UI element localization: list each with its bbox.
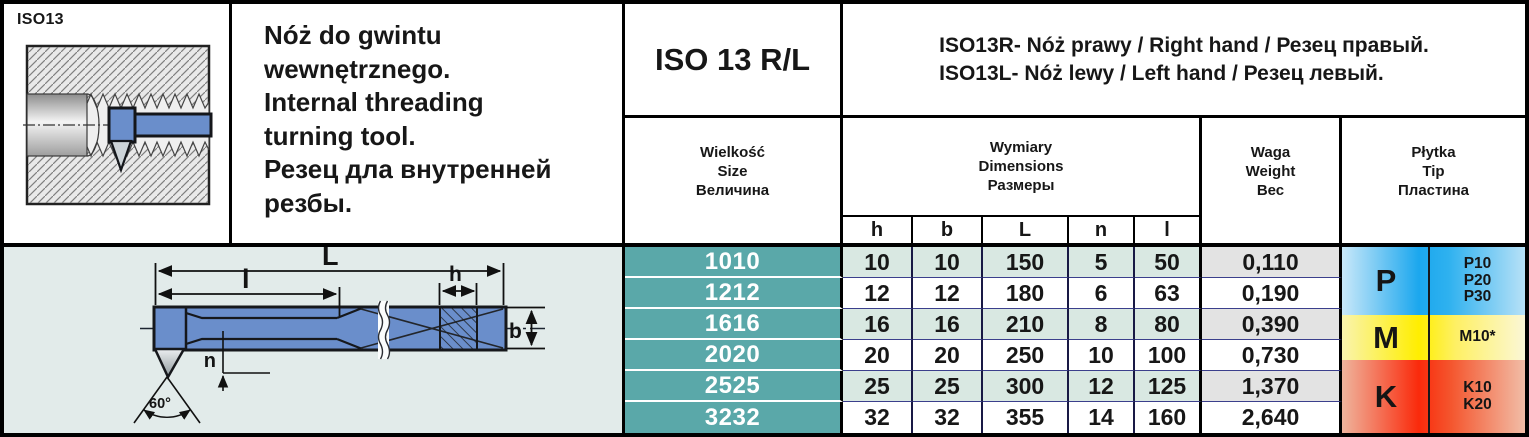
size-cell: 2525 [625,371,843,402]
grade-item: M10* [1459,328,1496,346]
dimensions-header [843,118,1202,217]
grade-list-k [1430,360,1525,433]
table-cell-n: 8 [1069,309,1135,340]
table-cell-h: 12 [843,278,913,309]
table-cell-b: 10 [913,247,983,278]
table-cell-b: 32 [913,402,983,433]
grade-letter-k: K [1374,378,1398,414]
size-header-pl: Wielkość [700,144,765,161]
size-cell: 1212 [625,278,843,309]
col-header-b: b [913,217,983,247]
table-cell-weight: 1,370 [1202,371,1342,402]
iso13-illustration [21,44,213,208]
grade-item: K10 [1463,379,1492,396]
table-cell-b: 25 [913,371,983,402]
size-cell: 3232 [625,402,843,433]
table-cell-h: 20 [843,340,913,371]
table-cell-L: 150 [983,247,1069,278]
table-cell-b: 20 [913,340,983,371]
size-column-header [625,118,843,247]
col-header-n: n [1069,217,1135,247]
table-cell-n: 5 [1069,247,1135,278]
table-cell-L: 355 [983,402,1069,433]
table-cell-n: 10 [1069,340,1135,371]
carbide-grade-panel [1342,247,1525,433]
col-header-h: h [843,217,913,247]
size-cell: 1616 [625,309,843,340]
table-cell-weight: 0,730 [1202,340,1342,371]
table-cell-h: 25 [843,371,913,402]
col-header-L: L [983,217,1069,247]
grade-list-p [1430,247,1525,315]
dims-header-ru: Размеры [987,177,1055,194]
dim-label-n: n [203,350,216,372]
table-cell-h: 10 [843,247,913,278]
table-cell-L: 250 [983,340,1069,371]
table-cell-l: 100 [1135,340,1202,371]
table-cell-l: 80 [1135,309,1202,340]
tip-angle-label: 60° [149,396,171,412]
variants-cell [843,4,1525,118]
tip-header-pl: Płytka [1411,144,1456,161]
col-header-l: l [1135,217,1202,247]
grade-band-m [1342,315,1525,360]
tip-column-header [1342,118,1525,247]
cross-section-hatch [440,309,477,349]
description-line: wewnętrznego. [264,53,451,84]
grade-panel-divider [1428,247,1430,433]
description-line: Резец дла внутренней [264,154,552,184]
dims-header-en: Dimensions [978,158,1064,175]
description-line: резбы. [264,187,353,218]
table-cell-b: 12 [913,278,983,309]
table-cell-n: 14 [1069,402,1135,433]
grade-band-k [1342,360,1525,433]
grade-letter-p: P [1375,263,1397,298]
tool-photo-cell [4,4,232,247]
table-cell-L: 300 [983,371,1069,402]
grade-item: K20 [1463,395,1492,413]
size-header-en: Size [717,163,748,180]
dims-header-pl: Wymiary [989,139,1053,156]
cutting-tip [155,349,184,377]
table-cell-weight: 0,190 [1202,278,1342,309]
size-cell: 2020 [625,340,843,371]
grade-item: P20 [1463,271,1492,289]
page-title: ISO 13 R/L [625,4,843,118]
grade-letter-m: M [1373,319,1399,355]
weight-header-ru: Вес [1256,182,1285,199]
grade-list-m [1430,315,1525,360]
table-cell-weight: 0,390 [1202,309,1342,340]
dim-label-h: h [449,263,462,286]
size-header-ru: Величина [695,182,770,199]
tool-description [232,4,625,247]
variant-left-hand: ISO13L- Nóż lewy / Left hand / Резец левый. [939,61,1384,85]
table-cell-l: 125 [1135,371,1202,402]
table-cell-n: 12 [1069,371,1135,402]
grade-band-p [1342,247,1525,315]
grade-item: P30 [1463,288,1492,306]
tool-dimension-drawing [4,247,622,433]
variant-right-hand: ISO13R- Nóż prawy / Right hand / Резец правый. [939,33,1429,57]
description-line: Nóż do gwintu [264,20,442,50]
table-cell-L: 180 [983,278,1069,309]
dimension-h [440,283,477,305]
table-cell-L: 210 [983,309,1069,340]
iso-code-label: ISO13 [17,11,64,28]
weight-header-pl: Waga [1250,144,1291,161]
dim-label-b: b [509,320,522,343]
weight-header-en: Weight [1245,163,1296,180]
table-cell-h: 16 [843,309,913,340]
tip-header-ru: Пластина [1398,182,1469,199]
grade-item: P10 [1463,255,1492,273]
table-cell-weight: 0,110 [1202,247,1342,278]
dim-label-L: L [322,247,339,271]
table-cell-l: 50 [1135,247,1202,278]
size-cell: 1010 [625,247,843,278]
tip-header-en: Tip [1422,163,1445,180]
table-cell-weight: 2,640 [1202,402,1342,433]
table-cell-l: 63 [1135,278,1202,309]
dim-label-l: l [242,264,250,294]
description-line: turning tool. [264,120,416,151]
weight-column-header [1202,118,1342,247]
dimension-drawing-cell [4,247,625,433]
description-line: Internal threading [264,87,484,117]
table-cell-b: 16 [913,309,983,340]
table-cell-n: 6 [1069,278,1135,309]
table-cell-l: 160 [1135,402,1202,433]
table-cell-h: 32 [843,402,913,433]
